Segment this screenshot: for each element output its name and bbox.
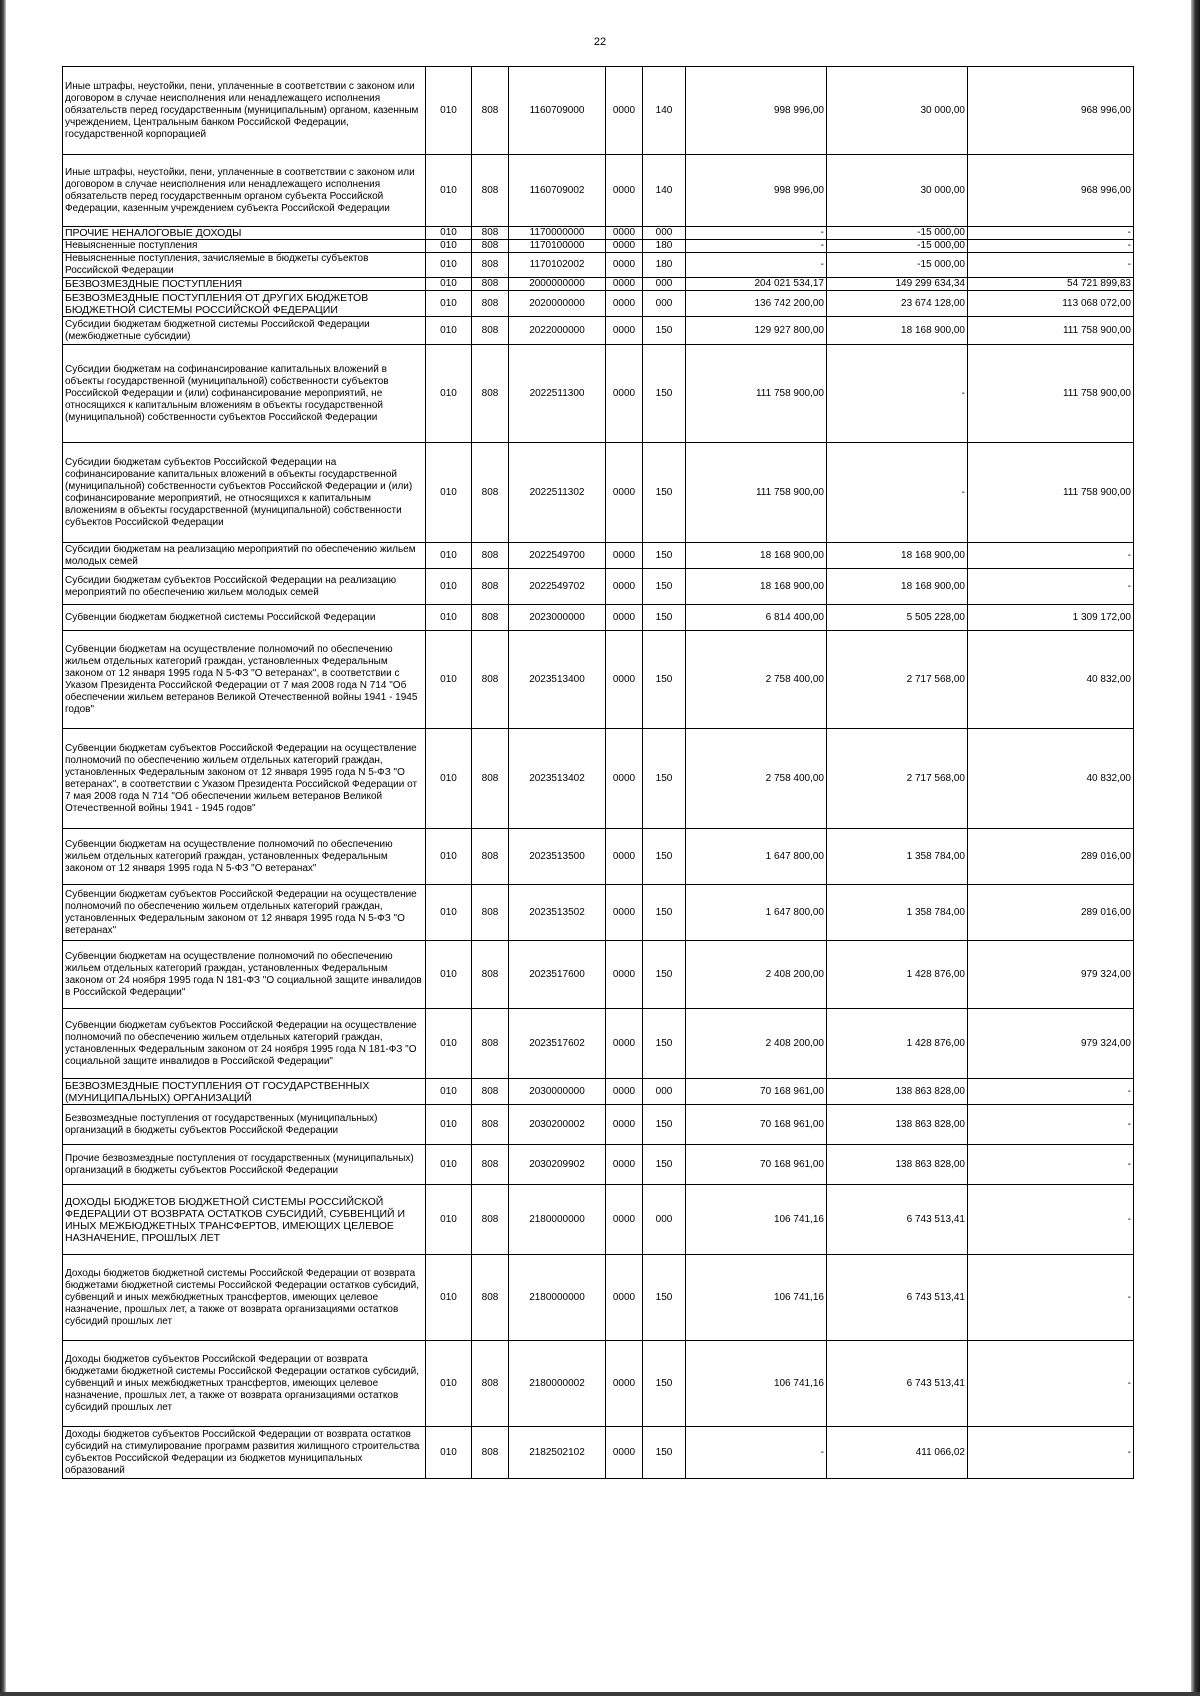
amount-executed-cell: 6 743 513,41 (827, 1185, 968, 1255)
code-program-cell: 0000 (606, 605, 643, 631)
code-admin-cell: 808 (472, 227, 509, 240)
amount-executed-cell: 1 358 784,00 (827, 885, 968, 941)
code-admin-cell: 808 (472, 1105, 509, 1145)
amount-unexecuted-cell: 111 758 900,00 (968, 443, 1134, 543)
code-program-cell: 0000 (606, 1145, 643, 1185)
amount-unexecuted-cell: - (968, 569, 1134, 605)
code-kosgu-cell: 180 (643, 253, 686, 278)
code-kbk-cell: 1170102002 (509, 253, 606, 278)
table-row (63, 1079, 1134, 1105)
amount-unexecuted-cell: 968 996,00 (968, 155, 1134, 227)
amount-approved-cell: 998 996,00 (686, 67, 827, 155)
code-program-cell: 0000 (606, 253, 643, 278)
code-section-cell: 010 (426, 1079, 472, 1105)
table-row (63, 291, 1134, 317)
code-program-cell: 0000 (606, 1427, 643, 1479)
amount-unexecuted-cell: - (968, 1079, 1134, 1105)
amount-unexecuted-cell: - (968, 227, 1134, 240)
code-admin-cell: 808 (472, 67, 509, 155)
amount-approved-cell: 2 408 200,00 (686, 941, 827, 1009)
amount-approved-cell: 998 996,00 (686, 155, 827, 227)
code-section-cell: 010 (426, 829, 472, 885)
amount-executed-cell: - (827, 345, 968, 443)
table-row (63, 1145, 1134, 1185)
row-name-cell: Прочие безвозмездные поступления от государственных (муниципальных) организаций в бюджеты субъектов Российской Федерации (63, 1145, 426, 1185)
code-kosgu-cell: 180 (643, 240, 686, 253)
code-admin-cell: 808 (472, 729, 509, 829)
code-kbk-cell: 2030200002 (509, 1105, 606, 1145)
code-admin-cell: 808 (472, 1427, 509, 1479)
code-section-cell: 010 (426, 941, 472, 1009)
code-section-cell: 010 (426, 631, 472, 729)
amount-unexecuted-cell: 111 758 900,00 (968, 317, 1134, 345)
code-kosgu-cell: 000 (643, 227, 686, 240)
amount-approved-cell: 106 741,16 (686, 1185, 827, 1255)
code-admin-cell: 808 (472, 317, 509, 345)
code-kosgu-cell: 150 (643, 1255, 686, 1341)
amount-executed-cell: 1 358 784,00 (827, 829, 968, 885)
code-section-cell: 010 (426, 67, 472, 155)
row-name-cell: БЕЗВОЗМЕЗДНЫЕ ПОСТУПЛЕНИЯ ОТ ГОСУДАРСТВЕННЫХ (МУНИЦИПАЛЬНЫХ) ОРГАНИЗАЦИЙ (63, 1079, 426, 1105)
amount-unexecuted-cell: 289 016,00 (968, 829, 1134, 885)
code-kbk-cell: 2180000000 (509, 1255, 606, 1341)
code-kbk-cell: 2022511300 (509, 345, 606, 443)
code-program-cell: 0000 (606, 291, 643, 317)
code-admin-cell: 808 (472, 291, 509, 317)
code-program-cell: 0000 (606, 1105, 643, 1145)
code-program-cell: 0000 (606, 829, 643, 885)
code-section-cell: 010 (426, 1105, 472, 1145)
amount-approved-cell: 1 647 800,00 (686, 885, 827, 941)
table-row (63, 67, 1134, 155)
code-admin-cell: 808 (472, 155, 509, 227)
amount-unexecuted-cell: - (968, 543, 1134, 569)
table-row (63, 605, 1134, 631)
code-program-cell: 0000 (606, 1009, 643, 1079)
amount-approved-cell: 106 741,16 (686, 1341, 827, 1427)
row-name-cell: Субсидии бюджетам субъектов Российской Федерации на реализацию мероприятий по обеспечению жильем молодых семей (63, 569, 426, 605)
code-kbk-cell: 2030000000 (509, 1079, 606, 1105)
amount-executed-cell: 30 000,00 (827, 67, 968, 155)
code-kbk-cell: 1170100000 (509, 240, 606, 253)
code-section-cell: 010 (426, 1341, 472, 1427)
amount-approved-cell: 2 758 400,00 (686, 729, 827, 829)
amount-unexecuted-cell: 54 721 899,83 (968, 278, 1134, 291)
table-row (63, 885, 1134, 941)
code-kosgu-cell: 150 (643, 1427, 686, 1479)
code-section-cell: 010 (426, 278, 472, 291)
amount-unexecuted-cell: 979 324,00 (968, 1009, 1134, 1079)
amount-unexecuted-cell: 1 309 172,00 (968, 605, 1134, 631)
code-admin-cell: 808 (472, 569, 509, 605)
table-row (63, 443, 1134, 543)
amount-approved-cell: 2 758 400,00 (686, 631, 827, 729)
row-name-cell: Субвенции бюджетам на осуществление полномочий по обеспечению жильем отдельных категорий граждан, установленных Федеральным законом от 12 января 1995 года N 5-ФЗ "О ветеранах" (63, 829, 426, 885)
code-kosgu-cell: 150 (643, 941, 686, 1009)
amount-executed-cell: -15 000,00 (827, 253, 968, 278)
code-admin-cell: 808 (472, 1145, 509, 1185)
code-kosgu-cell: 150 (643, 569, 686, 605)
code-section-cell: 010 (426, 317, 472, 345)
code-kosgu-cell: 150 (643, 345, 686, 443)
amount-approved-cell: - (686, 227, 827, 240)
code-section-cell: 010 (426, 605, 472, 631)
code-section-cell: 010 (426, 1427, 472, 1479)
code-kbk-cell: 1160709002 (509, 155, 606, 227)
code-section-cell: 010 (426, 1255, 472, 1341)
code-section-cell: 010 (426, 345, 472, 443)
code-admin-cell: 808 (472, 543, 509, 569)
code-program-cell: 0000 (606, 729, 643, 829)
row-name-cell: Субвенции бюджетам субъектов Российской Федерации на осуществление полномочий по обеспечению жильем отдельных категорий граждан, установленных Федеральным законом от 12 января 1995 года N 5-ФЗ "О ветеранах", в соответствии с Указом Президента Российской Федерации от 7 мая 2008 года N 714 "Об обеспечении жильем ветеранов Великой Отечественной войны 1941 - 1945 годов" (63, 729, 426, 829)
amount-unexecuted-cell: 40 832,00 (968, 631, 1134, 729)
code-admin-cell: 808 (472, 278, 509, 291)
code-program-cell: 0000 (606, 240, 643, 253)
amount-approved-cell: 129 927 800,00 (686, 317, 827, 345)
amount-approved-cell: 106 741,16 (686, 1255, 827, 1341)
amount-approved-cell: 111 758 900,00 (686, 443, 827, 543)
amount-approved-cell: 204 021 534,17 (686, 278, 827, 291)
code-kbk-cell: 2022549700 (509, 543, 606, 569)
code-program-cell: 0000 (606, 67, 643, 155)
amount-executed-cell: 18 168 900,00 (827, 569, 968, 605)
amount-approved-cell: 2 408 200,00 (686, 1009, 827, 1079)
code-kbk-cell: 2023513402 (509, 729, 606, 829)
amount-unexecuted-cell: - (968, 240, 1134, 253)
amount-executed-cell: 138 863 828,00 (827, 1079, 968, 1105)
code-kosgu-cell: 150 (643, 729, 686, 829)
code-admin-cell: 808 (472, 240, 509, 253)
table-row (63, 1105, 1134, 1145)
code-admin-cell: 808 (472, 1341, 509, 1427)
row-name-cell: Субвенции бюджетам бюджетной системы Российской Федерации (63, 605, 426, 631)
code-admin-cell: 808 (472, 605, 509, 631)
code-kosgu-cell: 000 (643, 1185, 686, 1255)
amount-unexecuted-cell: - (968, 1185, 1134, 1255)
code-admin-cell: 808 (472, 1255, 509, 1341)
row-name-cell: Доходы бюджетов бюджетной системы Российской Федерации от возврата бюджетами бюджетной системы Российской Федерации остатков субсидий, субвенций и иных межбюджетных трансфертов, имеющих целевое назначение, прошлых лет, а также от возврата организациями остатков субсидий прошлых лет (63, 1255, 426, 1341)
code-section-cell: 010 (426, 155, 472, 227)
scan-edge-bottom (0, 1692, 1200, 1696)
table-row (63, 240, 1134, 253)
code-program-cell: 0000 (606, 631, 643, 729)
code-program-cell: 0000 (606, 317, 643, 345)
code-section-cell: 010 (426, 569, 472, 605)
row-name-cell: Иные штрафы, неустойки, пени, уплаченные в соответствии с законом или договором в случае неисполнения или ненадлежащего исполнения обязательств перед государственным органом субъекта Российской Федерации, казенным учреждением субъекта Российской Федерации (63, 155, 426, 227)
table-row (63, 155, 1134, 227)
amount-approved-cell: - (686, 1427, 827, 1479)
row-name-cell: ДОХОДЫ БЮДЖЕТОВ БЮДЖЕТНОЙ СИСТЕМЫ РОССИЙСКОЙ ФЕДЕРАЦИИ ОТ ВОЗВРАТА ОСТАТКОВ СУБСИДИЙ, СУБВЕНЦИЙ И ИНЫХ МЕЖБЮДЖЕТНЫХ ТРАНСФЕРТОВ, ИМЕЮЩИХ ЦЕЛЕВОЕ НАЗНАЧЕНИЕ, ПРОШЛЫХ ЛЕТ (63, 1185, 426, 1255)
amount-executed-cell: 149 299 634,34 (827, 278, 968, 291)
table-row (63, 1255, 1134, 1341)
amount-approved-cell: 6 814 400,00 (686, 605, 827, 631)
amount-executed-cell: 23 674 128,00 (827, 291, 968, 317)
amount-executed-cell: 6 743 513,41 (827, 1255, 968, 1341)
code-kosgu-cell: 000 (643, 1079, 686, 1105)
code-kosgu-cell: 150 (643, 1105, 686, 1145)
code-kosgu-cell: 150 (643, 1145, 686, 1185)
code-kosgu-cell: 150 (643, 1341, 686, 1427)
amount-approved-cell: 111 758 900,00 (686, 345, 827, 443)
code-kosgu-cell: 150 (643, 631, 686, 729)
code-kosgu-cell: 150 (643, 443, 686, 543)
code-kbk-cell: 2180000000 (509, 1185, 606, 1255)
code-program-cell: 0000 (606, 569, 643, 605)
amount-approved-cell: 18 168 900,00 (686, 543, 827, 569)
table-row (63, 631, 1134, 729)
amount-executed-cell: 411 066,02 (827, 1427, 968, 1479)
code-kbk-cell: 2182502102 (509, 1427, 606, 1479)
code-admin-cell: 808 (472, 941, 509, 1009)
code-kosgu-cell: 150 (643, 543, 686, 569)
code-kbk-cell: 2023000000 (509, 605, 606, 631)
amount-unexecuted-cell: - (968, 1341, 1134, 1427)
table-row (63, 253, 1134, 278)
code-program-cell: 0000 (606, 227, 643, 240)
row-name-cell: Иные штрафы, неустойки, пени, уплаченные в соответствии с законом или договором в случае неисполнения или ненадлежащего исполнения обязательств перед государственным (муниципальным) органом, казенным учреждением, Центральным банком Российской Федерации, государственной корпорацией (63, 67, 426, 155)
amount-unexecuted-cell: - (968, 253, 1134, 278)
amount-unexecuted-cell: 111 758 900,00 (968, 345, 1134, 443)
amount-unexecuted-cell: 40 832,00 (968, 729, 1134, 829)
code-kosgu-cell: 140 (643, 67, 686, 155)
code-section-cell: 010 (426, 240, 472, 253)
table-row (63, 941, 1134, 1009)
code-section-cell: 010 (426, 1145, 472, 1185)
code-section-cell: 010 (426, 291, 472, 317)
amount-unexecuted-cell: - (968, 1427, 1134, 1479)
code-program-cell: 0000 (606, 345, 643, 443)
table-row (63, 569, 1134, 605)
amount-approved-cell: 1 647 800,00 (686, 829, 827, 885)
code-section-cell: 010 (426, 729, 472, 829)
row-name-cell: Субсидии бюджетам на реализацию мероприятий по обеспечению жильем молодых семей (63, 543, 426, 569)
code-admin-cell: 808 (472, 253, 509, 278)
amount-unexecuted-cell: - (968, 1255, 1134, 1341)
amount-unexecuted-cell: 289 016,00 (968, 885, 1134, 941)
table-row (63, 1009, 1134, 1079)
code-admin-cell: 808 (472, 631, 509, 729)
code-program-cell: 0000 (606, 278, 643, 291)
amount-executed-cell: -15 000,00 (827, 240, 968, 253)
row-name-cell: ПРОЧИЕ НЕНАЛОГОВЫЕ ДОХОДЫ (63, 227, 426, 240)
table-row (63, 1341, 1134, 1427)
code-kbk-cell: 2022000000 (509, 317, 606, 345)
amount-executed-cell: 18 168 900,00 (827, 317, 968, 345)
row-name-cell: Субсидии бюджетам на софинансирование капитальных вложений в объекты государственной (муниципальной) собственности субъектов Российской Федерации и (или) софинансирование мероприятий, не относящихся к капитальным вложениям в объекты государственной (муниципальной) собственности субъектов Российской Федерации (63, 345, 426, 443)
code-section-cell: 010 (426, 543, 472, 569)
code-kosgu-cell: 140 (643, 155, 686, 227)
amount-executed-cell: -15 000,00 (827, 227, 968, 240)
amount-approved-cell: 70 168 961,00 (686, 1079, 827, 1105)
code-program-cell: 0000 (606, 155, 643, 227)
code-program-cell: 0000 (606, 885, 643, 941)
amount-executed-cell: 1 428 876,00 (827, 1009, 968, 1079)
code-kbk-cell: 2022549702 (509, 569, 606, 605)
code-kosgu-cell: 000 (643, 291, 686, 317)
table-row (63, 1427, 1134, 1479)
code-kbk-cell: 1170000000 (509, 227, 606, 240)
amount-executed-cell: 138 863 828,00 (827, 1145, 968, 1185)
code-kbk-cell: 2023513502 (509, 885, 606, 941)
code-program-cell: 0000 (606, 1079, 643, 1105)
table-row (63, 729, 1134, 829)
amount-executed-cell: 18 168 900,00 (827, 543, 968, 569)
code-kosgu-cell: 150 (643, 829, 686, 885)
page-number: 22 (593, 36, 607, 48)
scan-edge-left (0, 0, 6, 1696)
code-kbk-cell: 2023513400 (509, 631, 606, 729)
row-name-cell: Невыясненные поступления (63, 240, 426, 253)
code-section-cell: 010 (426, 1009, 472, 1079)
amount-executed-cell: 5 505 228,00 (827, 605, 968, 631)
table-row (63, 317, 1134, 345)
code-program-cell: 0000 (606, 1185, 643, 1255)
code-admin-cell: 808 (472, 1079, 509, 1105)
row-name-cell: Субвенции бюджетам субъектов Российской Федерации на осуществление полномочий по обеспечению жильем отдельных категорий граждан, установленных Федеральным законом от 12 января 1995 года N 5-ФЗ "О ветеранах" (63, 885, 426, 941)
code-program-cell: 0000 (606, 543, 643, 569)
table-row (63, 543, 1134, 569)
amount-executed-cell: 6 743 513,41 (827, 1341, 968, 1427)
row-name-cell: БЕЗВОЗМЕЗДНЫЕ ПОСТУПЛЕНИЯ ОТ ДРУГИХ БЮДЖЕТОВ БЮДЖЕТНОЙ СИСТЕМЫ РОССИЙСКОЙ ФЕДЕРАЦИИ (63, 291, 426, 317)
amount-executed-cell: 138 863 828,00 (827, 1105, 968, 1145)
code-admin-cell: 808 (472, 1009, 509, 1079)
code-program-cell: 0000 (606, 1341, 643, 1427)
amount-unexecuted-cell: 968 996,00 (968, 67, 1134, 155)
row-name-cell: Доходы бюджетов субъектов Российской Федерации от возврата бюджетами бюджетной системы Российской Федерации остатков субсидий, субвенций и иных межбюджетных трансфертов, имеющих целевое назначение, прошлых лет, а также от возврата организациями остатков субсидий прошлых лет (63, 1341, 426, 1427)
code-kbk-cell: 2000000000 (509, 278, 606, 291)
code-kbk-cell: 2022511302 (509, 443, 606, 543)
code-kbk-cell: 2020000000 (509, 291, 606, 317)
code-kbk-cell: 2180000002 (509, 1341, 606, 1427)
table-row (63, 227, 1134, 240)
row-name-cell: БЕЗВОЗМЕЗДНЫЕ ПОСТУПЛЕНИЯ (63, 278, 426, 291)
code-admin-cell: 808 (472, 1185, 509, 1255)
code-section-cell: 010 (426, 253, 472, 278)
row-name-cell: Субвенции бюджетам на осуществление полномочий по обеспечению жильем отдельных категорий граждан, установленных Федеральным законом от 24 ноября 1995 года N 181-ФЗ "О социальной защите инвалидов в Российской Федерации" (63, 941, 426, 1009)
code-kbk-cell: 2023517602 (509, 1009, 606, 1079)
amount-executed-cell: - (827, 443, 968, 543)
amount-executed-cell: 2 717 568,00 (827, 729, 968, 829)
row-name-cell: Субсидии бюджетам субъектов Российской Федерации на софинансирование капитальных вложений в объекты государственной (муниципальной) собственности субъектов Российской Федерации и (или) софинансирование мероприятий, не относящихся к капитальным вложениям в объекты государственной (муниципальной) собственности субъектов Российской Федерации (63, 443, 426, 543)
amount-approved-cell: 70 168 961,00 (686, 1145, 827, 1185)
amount-approved-cell: 18 168 900,00 (686, 569, 827, 605)
row-name-cell: Субвенции бюджетам субъектов Российской Федерации на осуществление полномочий по обеспечению жильем отдельных категорий граждан, установленных Федеральным законом от 24 ноября 1995 года N 181-ФЗ "О социальной защите инвалидов в Российской Федерации" (63, 1009, 426, 1079)
row-name-cell: Доходы бюджетов субъектов Российской Федерации от возврата остатков субсидий на стимулирование программ развития жилищного строительства субъектов Российской Федерации из бюджетов муниципальных образований (63, 1427, 426, 1479)
code-program-cell: 0000 (606, 443, 643, 543)
code-kbk-cell: 2030209902 (509, 1145, 606, 1185)
code-section-cell: 010 (426, 1185, 472, 1255)
code-kosgu-cell: 150 (643, 605, 686, 631)
table-row (63, 1185, 1134, 1255)
code-kosgu-cell: 150 (643, 885, 686, 941)
amount-executed-cell: 2 717 568,00 (827, 631, 968, 729)
row-name-cell: Субсидии бюджетам бюджетной системы Российской Федерации (межбюджетные субсидии) (63, 317, 426, 345)
code-kbk-cell: 1160709000 (509, 67, 606, 155)
row-name-cell: Безвозмездные поступления от государственных (муниципальных) организаций в бюджеты субъектов Российской Федерации (63, 1105, 426, 1145)
code-kbk-cell: 2023513500 (509, 829, 606, 885)
amount-unexecuted-cell: 113 068 072,00 (968, 291, 1134, 317)
scan-edge-right (1191, 0, 1200, 1696)
code-admin-cell: 808 (472, 829, 509, 885)
code-section-cell: 010 (426, 227, 472, 240)
code-admin-cell: 808 (472, 885, 509, 941)
amount-approved-cell: 136 742 200,00 (686, 291, 827, 317)
budget-revenue-table (62, 66, 1134, 1479)
code-section-cell: 010 (426, 443, 472, 543)
amount-unexecuted-cell: - (968, 1105, 1134, 1145)
code-admin-cell: 808 (472, 345, 509, 443)
amount-approved-cell: 70 168 961,00 (686, 1105, 827, 1145)
amount-unexecuted-cell: 979 324,00 (968, 941, 1134, 1009)
table-row (63, 278, 1134, 291)
table-row (63, 345, 1134, 443)
code-kosgu-cell: 150 (643, 317, 686, 345)
amount-executed-cell: 30 000,00 (827, 155, 968, 227)
code-admin-cell: 808 (472, 443, 509, 543)
amount-executed-cell: 1 428 876,00 (827, 941, 968, 1009)
code-kosgu-cell: 000 (643, 278, 686, 291)
code-program-cell: 0000 (606, 941, 643, 1009)
code-kbk-cell: 2023517600 (509, 941, 606, 1009)
amount-approved-cell: - (686, 253, 827, 278)
amount-approved-cell: - (686, 240, 827, 253)
code-program-cell: 0000 (606, 1255, 643, 1341)
code-section-cell: 010 (426, 885, 472, 941)
code-kosgu-cell: 150 (643, 1009, 686, 1079)
row-name-cell: Невыясненные поступления, зачисляемые в бюджеты субъектов Российской Федерации (63, 253, 426, 278)
table-row (63, 829, 1134, 885)
amount-unexecuted-cell: - (968, 1145, 1134, 1185)
row-name-cell: Субвенции бюджетам на осуществление полномочий по обеспечению жильем отдельных категорий граждан, установленных Федеральным законом от 12 января 1995 года N 5-ФЗ "О ветеранах", в соответствии с Указом Президента Российской Федерации от 7 мая 2008 года N 714 "Об обеспечении жильем ветеранов Великой Отечественной войны 1941 - 1945 годов" (63, 631, 426, 729)
